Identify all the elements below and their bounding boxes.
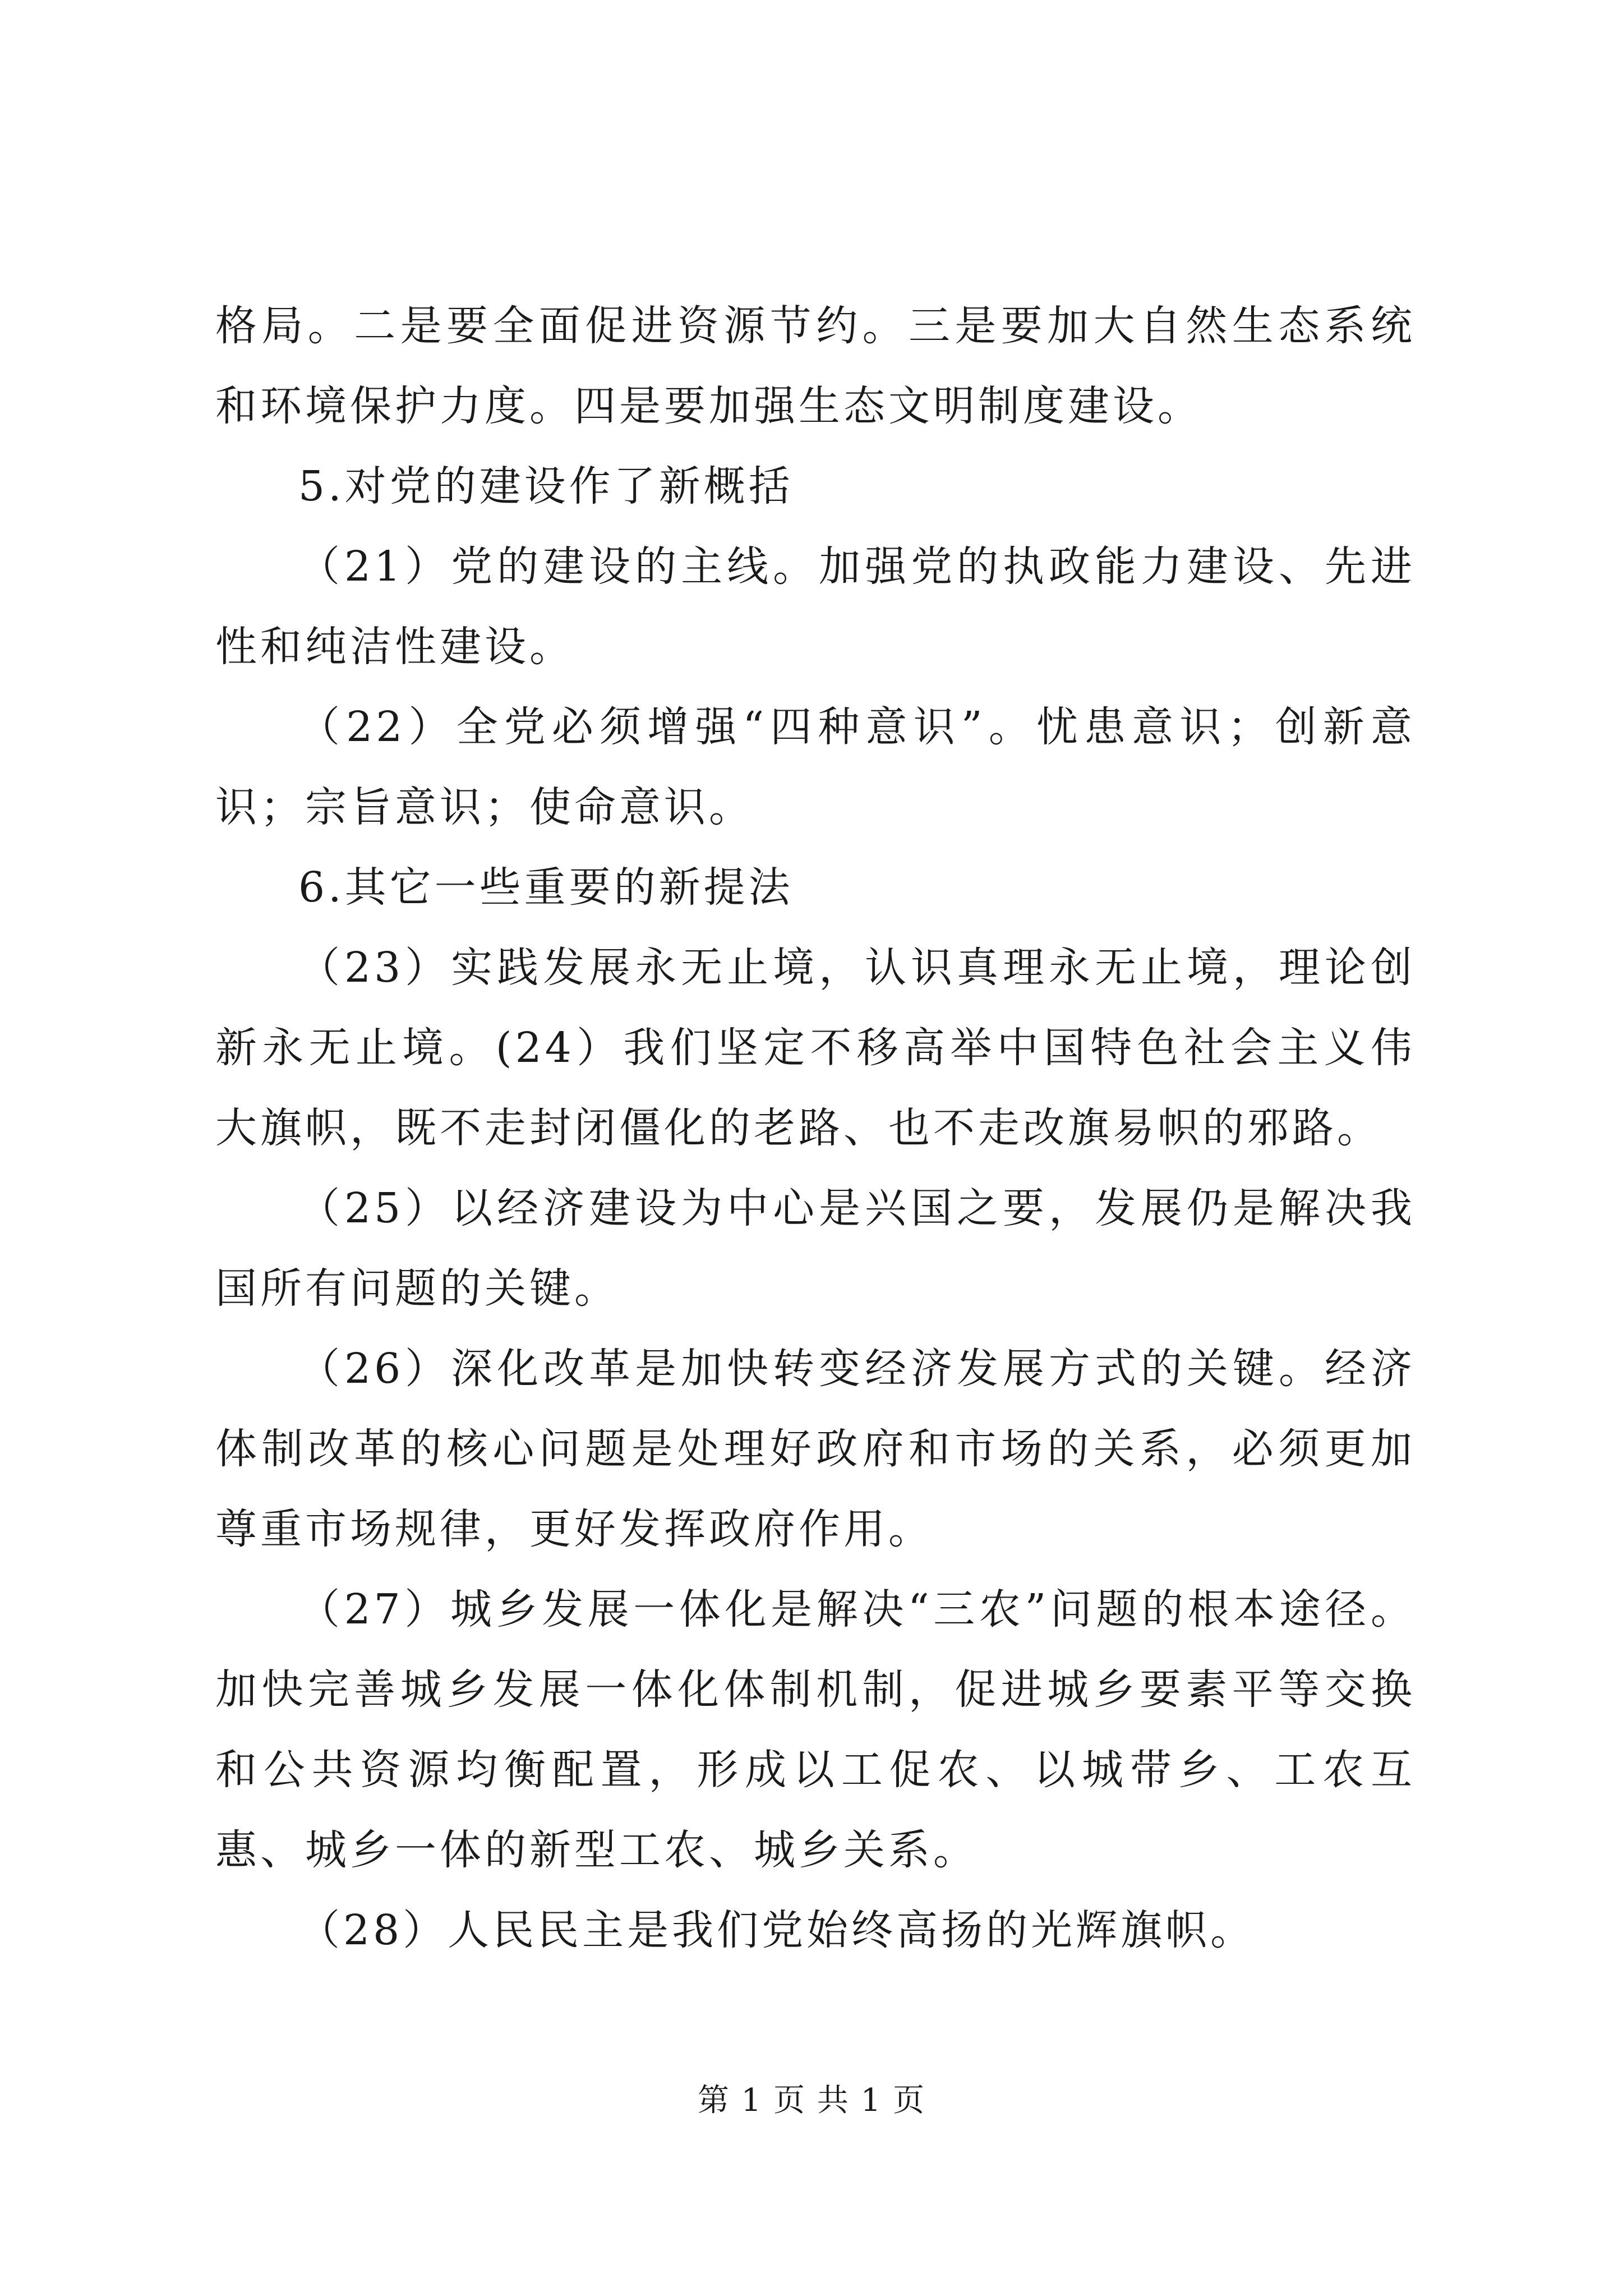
paragraph: （25）以经济建设为中心是兴国之要，发展仍是解决我国所有问题的关键。: [215, 1184, 1415, 1313]
paragraph: 格局。二是要全面促进资源节约。三是要加大自然生态系统和环境保护力度。四是要加强生态文明制度建设。: [215, 302, 1415, 430]
section-heading: 6.其它一些重要的新提法: [298, 863, 794, 912]
paragraph: （23）实践发展永无止境，认识真理永无止境，理论创新永无止境。(24）我们坚定不移高举中国特色社会主义伟大旗帜，既不走封闭僵化的老路、也不走改旗易帜的邪路。: [215, 944, 1415, 1152]
page-footer: 第 1 页 共 1 页: [697, 2082, 926, 2119]
paragraph: （22）全党必须增强“四种意识”。忧患意识；创新意识；宗旨意识；使命意识。: [215, 703, 1415, 831]
section-heading: 5.对党的建设作了新概括: [298, 462, 794, 510]
document-body: [215, 286, 1415, 1971]
paragraph: （27）城乡发展一体化是解决“三农”问题的根本途径。加快完善城乡发展一体化体制机制，促进城乡要素平等交换和公共资源均衡配置，形成以工促农、以城带乡、工农互惠、城乡一体的新型工农、城乡关系。: [215, 1585, 1415, 1874]
paragraph: （28）人民民主是我们党始终高扬的光辉旗帜。: [298, 1906, 1256, 1954]
paragraph: （21）党的建设的主线。加强党的执政能力建设、先进性和纯洁性建设。: [215, 542, 1415, 671]
paragraph: （26）深化改革是加快转变经济发展方式的关键。经济体制改革的核心问题是处理好政府和市场的关系，必须更加尊重市场规律，更好发挥政府作用。: [215, 1345, 1415, 1553]
